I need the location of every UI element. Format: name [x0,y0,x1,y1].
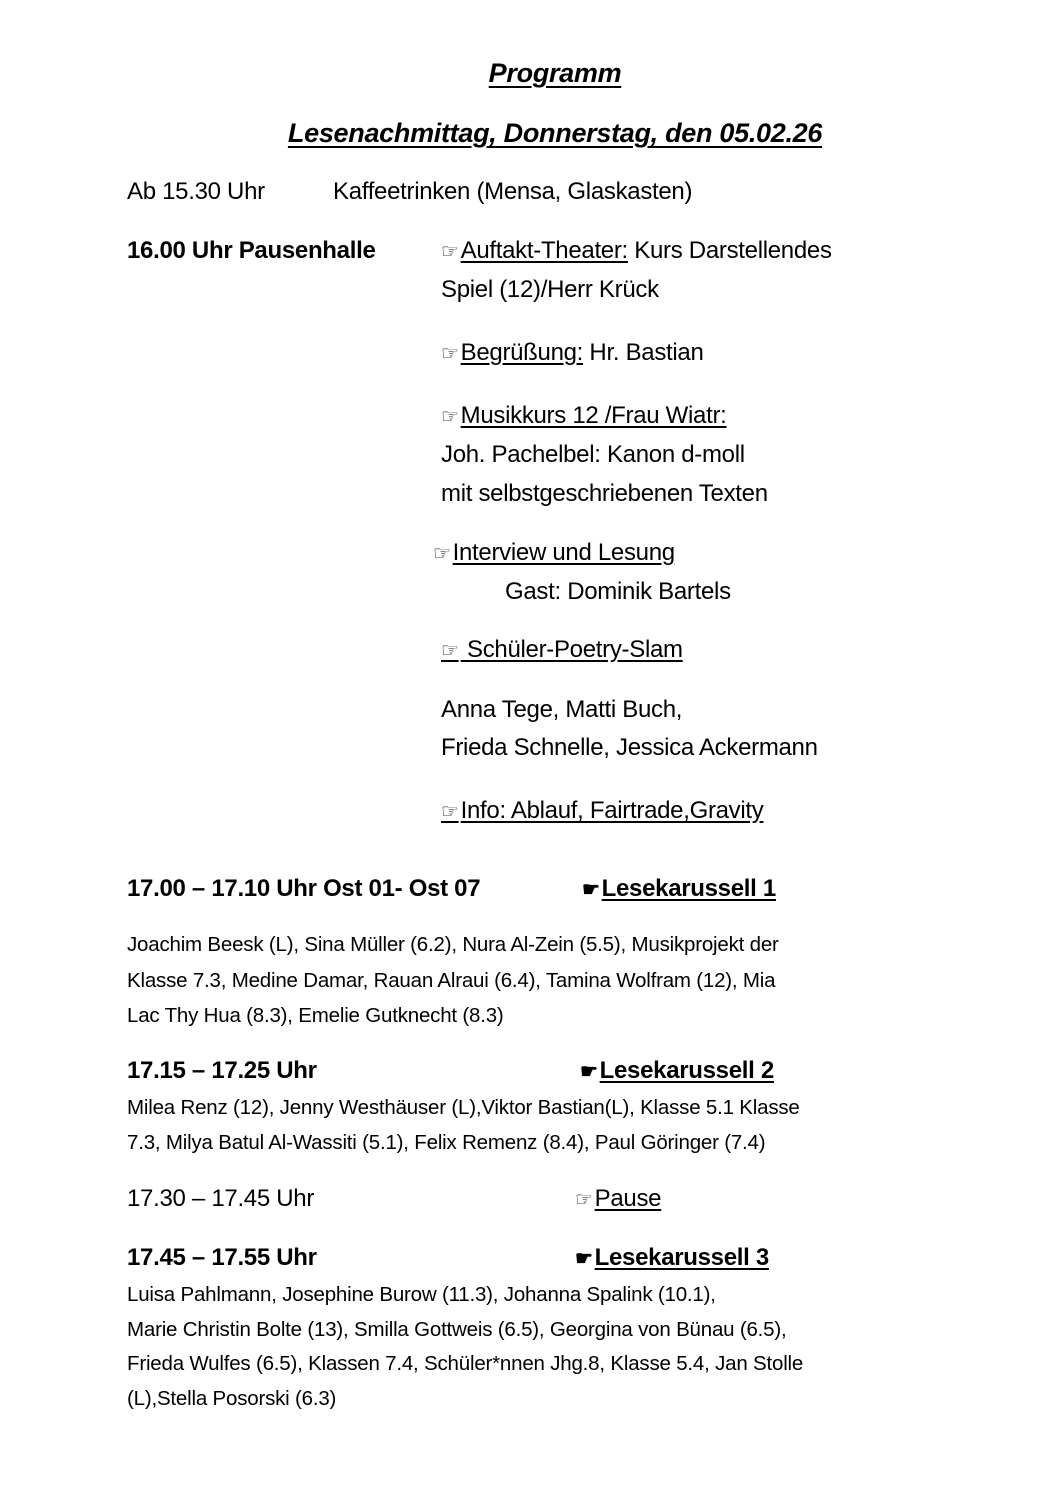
pointing-hand-icon: ☞ [441,406,459,428]
program-item: ☞Auftakt-Theater: Kurs Darstellendes [441,237,832,264]
pointing-hand-icon: ☛ [575,1248,593,1270]
participants-line: Joachim Beesk (L), Sina Müller (6.2), Nura Al-Zein (5.5), Musikprojekt der [127,933,779,956]
program-item-detail: Frieda Schnelle, Jessica Ackermann [441,734,818,761]
participants-line: 7.3, Milya Batul Al-Wassiti (5.1), Felix Remenz (8.4), Paul Göringer (7.4) [127,1131,766,1154]
session-time: 17.15 – 17.25 Uhr [127,1057,317,1084]
session-time: 17.00 – 17.10 Uhr Ost 01- Ost 07 [127,875,481,902]
program-item: ☞Interview und Lesung [433,539,675,566]
program-item: ☞Musikkurs 12 /Frau Wiatr: [441,402,727,429]
participants-line: Lac Thy Hua (8.3), Emelie Gutknecht (8.3) [127,1004,504,1027]
session-time: 17.30 – 17.45 Uhr [127,1185,315,1212]
program-item-detail: Anna Tege, Matti Buch, [441,696,683,723]
participants-line: Klasse 7.3, Medine Damar, Rauan Alraui (6.4), Tamina Wolfram (12), Mia [127,969,776,992]
coffee-time: Ab 15.30 Uhr [127,178,265,205]
session-title: ☛Lesekarussell 2 [580,1057,774,1084]
pointing-hand-icon: ☛ [580,1061,598,1083]
page-title: Programm [488,58,622,88]
pointing-hand-icon: ☞ [575,1189,593,1211]
session-title: ☛Lesekarussell 1 [582,875,776,902]
program-item-detail: mit selbstgeschriebenen Texten [441,480,768,507]
session-time: 17.45 – 17.55 Uhr [127,1244,317,1271]
participants-line: (L),Stella Posorski (6.3) [127,1387,337,1410]
participants-line: Luisa Pahlmann, Josephine Burow (11.3), Johanna Spalink (10.1), [127,1283,716,1306]
pointing-hand-icon: ☛ [582,879,600,901]
pointing-hand-icon: ☞ [441,801,459,823]
participants-line: Marie Christin Bolte (13), Smilla Gottweis (6.5), Georgina von Bünau (6.5), [127,1318,787,1341]
session-title: ☛Lesekarussell 3 [575,1244,769,1271]
program-item-detail: Gast: Dominik Bartels [505,578,731,605]
pointing-hand-icon: ☞ [441,241,459,263]
session-title: ☞Pause [575,1185,662,1212]
program-item: ☞ Schüler-Poetry-Slam [441,636,683,663]
main-time: 16.00 Uhr Pausenhalle [127,237,376,264]
coffee-text: Kaffeetrinken (Mensa, Glaskasten) [333,178,693,205]
pointing-hand-icon: ☞ [433,543,451,565]
program-item: ☞Info: Ablauf, Fairtrade,Gravity [441,797,764,824]
pointing-hand-icon: ☞ [441,640,459,662]
program-item-detail: Joh. Pachelbel: Kanon d-moll [441,441,745,468]
program-item: ☞Begrüßung: Hr. Bastian [441,339,704,366]
page-subtitle: Lesenachmittag, Donnerstag, den 05.02.26 [287,118,823,148]
pointing-hand-icon: ☞ [441,343,459,365]
participants-line: Milea Renz (12), Jenny Westhäuser (L),Viktor Bastian(L), Klasse 5.1 Klasse [127,1096,800,1119]
participants-line: Frieda Wulfes (6.5), Klassen 7.4, Schüler*nnen Jhg.8, Klasse 5.4, Jan Stolle [127,1352,804,1375]
program-item-detail: Spiel (12)/Herr Krück [441,276,659,303]
